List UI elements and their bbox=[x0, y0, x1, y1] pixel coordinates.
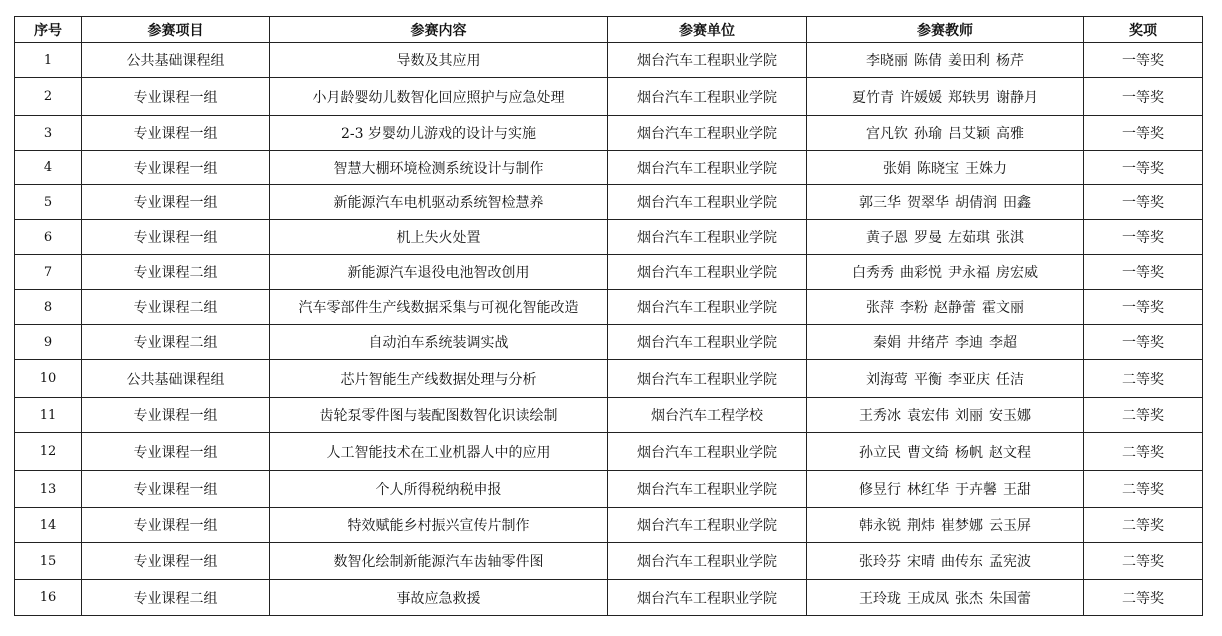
cell-entry-teachers bbox=[807, 471, 1084, 508]
teacher-name: 平衡 bbox=[914, 371, 942, 388]
teacher-name: 荆炜 bbox=[907, 518, 935, 534]
cell-entry-content: 小月龄婴幼儿数智化回应照护与应急处理 bbox=[270, 78, 608, 116]
cell-entry-group: 专业课程二组 bbox=[82, 290, 270, 325]
table-row bbox=[15, 580, 1203, 616]
cell-entry-teachers bbox=[807, 255, 1084, 290]
teacher-name: 王玲珑 bbox=[859, 590, 901, 607]
teacher-name: 李超 bbox=[989, 335, 1017, 351]
cell-entry-unit: 烟台汽车工程职业学院 bbox=[608, 255, 807, 290]
teacher-name: 张玲芬 bbox=[859, 554, 901, 570]
cell-serial-number: 3 bbox=[15, 116, 82, 151]
cell-entry-teachers bbox=[807, 151, 1084, 185]
cell-entry-unit: 烟台汽车工程学校 bbox=[608, 398, 807, 433]
cell-entry-unit: 烟台汽车工程职业学院 bbox=[608, 360, 807, 398]
cell-entry-teachers bbox=[807, 185, 1084, 220]
cell-entry-content: 个人所得税纳税申报 bbox=[270, 471, 608, 508]
table-row bbox=[15, 398, 1203, 433]
cell-entry-teachers bbox=[807, 433, 1084, 471]
cell-award: 一等奖 bbox=[1084, 255, 1203, 290]
teacher-name: 李迪 bbox=[955, 335, 983, 351]
table-row bbox=[15, 43, 1203, 78]
cell-entry-teachers bbox=[807, 543, 1084, 580]
cell-entry-unit: 烟台汽车工程职业学院 bbox=[608, 78, 807, 116]
teacher-name: 王秀冰 bbox=[859, 408, 901, 424]
teacher-name: 王成凤 bbox=[907, 590, 949, 607]
teacher-name: 宋晴 bbox=[907, 554, 935, 570]
teacher-name: 安玉娜 bbox=[989, 408, 1031, 424]
cell-award: 一等奖 bbox=[1084, 151, 1203, 185]
table-row bbox=[15, 151, 1203, 185]
cell-entry-group: 公共基础课程组 bbox=[82, 43, 270, 78]
teacher-name: 孙瑜 bbox=[914, 126, 942, 142]
cell-entry-unit: 烟台汽车工程职业学院 bbox=[608, 325, 807, 360]
teacher-name: 许媛媛 bbox=[900, 89, 942, 106]
cell-serial-number: 16 bbox=[15, 580, 82, 616]
teacher-name: 于卉馨 bbox=[955, 482, 997, 498]
table-row bbox=[15, 78, 1203, 116]
cell-entry-teachers bbox=[807, 43, 1084, 78]
table-row bbox=[15, 360, 1203, 398]
header-serial-number: 序号 bbox=[15, 17, 82, 43]
cell-entry-teachers bbox=[807, 360, 1084, 398]
cell-award: 二等奖 bbox=[1084, 580, 1203, 616]
cell-entry-group: 专业课程一组 bbox=[82, 508, 270, 543]
table-row bbox=[15, 471, 1203, 508]
teacher-name: 吕艾颖 bbox=[948, 126, 990, 142]
teacher-name: 罗曼 bbox=[914, 230, 942, 246]
cell-serial-number: 2 bbox=[15, 78, 82, 116]
cell-entry-content: 机上失火处置 bbox=[270, 220, 608, 255]
teacher-name: 王甜 bbox=[1003, 482, 1031, 498]
cell-serial-number: 6 bbox=[15, 220, 82, 255]
cell-entry-content: 齿轮泵零件图与装配图数智化识读绘制 bbox=[270, 398, 608, 433]
cell-entry-unit: 烟台汽车工程职业学院 bbox=[608, 290, 807, 325]
teacher-name: 曲传东 bbox=[941, 554, 983, 570]
teacher-name: 张萍 bbox=[866, 300, 894, 316]
teacher-name: 陈倩 bbox=[914, 53, 942, 69]
cell-entry-unit: 烟台汽车工程职业学院 bbox=[608, 220, 807, 255]
cell-entry-unit: 烟台汽车工程职业学院 bbox=[608, 580, 807, 616]
header-entry-unit: 参赛单位 bbox=[608, 17, 807, 43]
cell-entry-unit: 烟台汽车工程职业学院 bbox=[608, 43, 807, 78]
teacher-name: 赵静蕾 bbox=[934, 300, 976, 316]
awards-table bbox=[14, 16, 1203, 616]
cell-entry-content: 智慧大棚环境检测系统设计与制作 bbox=[270, 151, 608, 185]
teacher-name: 田鑫 bbox=[1003, 195, 1031, 211]
cell-entry-teachers bbox=[807, 398, 1084, 433]
teacher-name: 张杰 bbox=[955, 590, 983, 607]
cell-entry-group: 专业课程二组 bbox=[82, 325, 270, 360]
teacher-name: 谢静月 bbox=[996, 89, 1038, 106]
teacher-name: 孟宪波 bbox=[989, 554, 1031, 570]
table-row bbox=[15, 220, 1203, 255]
teacher-name: 林红华 bbox=[907, 482, 949, 498]
header-entry-group: 参赛项目 bbox=[82, 17, 270, 43]
cell-serial-number: 4 bbox=[15, 151, 82, 185]
teacher-name: 孙立民 bbox=[859, 444, 901, 461]
cell-entry-group: 专业课程二组 bbox=[82, 580, 270, 616]
cell-entry-content: 事故应急救援 bbox=[270, 580, 608, 616]
cell-award: 一等奖 bbox=[1084, 78, 1203, 116]
cell-entry-unit: 烟台汽车工程职业学院 bbox=[608, 433, 807, 471]
teacher-name: 姜田利 bbox=[948, 53, 990, 69]
teacher-name: 高雅 bbox=[996, 126, 1024, 142]
teacher-name: 韩永锐 bbox=[859, 518, 901, 534]
teacher-name: 郭三华 bbox=[859, 195, 901, 211]
cell-entry-teachers bbox=[807, 78, 1084, 116]
teacher-name: 井绪芹 bbox=[907, 335, 949, 351]
teacher-name: 修昱行 bbox=[859, 482, 901, 498]
teacher-name: 陈晓宝 bbox=[917, 160, 959, 177]
table-row bbox=[15, 290, 1203, 325]
teacher-name: 朱国蕾 bbox=[989, 590, 1031, 607]
cell-entry-unit: 烟台汽车工程职业学院 bbox=[608, 151, 807, 185]
cell-entry-group: 专业课程一组 bbox=[82, 543, 270, 580]
cell-serial-number: 1 bbox=[15, 43, 82, 78]
cell-serial-number: 14 bbox=[15, 508, 82, 543]
cell-entry-group: 专业课程二组 bbox=[82, 255, 270, 290]
cell-entry-teachers bbox=[807, 325, 1084, 360]
cell-entry-unit: 烟台汽车工程职业学院 bbox=[608, 508, 807, 543]
teacher-name: 胡倩润 bbox=[955, 195, 997, 211]
teacher-name: 夏竹青 bbox=[852, 89, 894, 106]
cell-entry-group: 公共基础课程组 bbox=[82, 360, 270, 398]
teacher-name: 秦娟 bbox=[873, 335, 901, 351]
header-entry-content: 参赛内容 bbox=[270, 17, 608, 43]
cell-entry-teachers bbox=[807, 220, 1084, 255]
teacher-name: 云玉屏 bbox=[989, 518, 1031, 534]
cell-entry-content: 数智化绘制新能源汽车齿轴零件图 bbox=[270, 543, 608, 580]
table-row bbox=[15, 325, 1203, 360]
cell-entry-content: 芯片智能生产线数据处理与分析 bbox=[270, 360, 608, 398]
cell-entry-group: 专业课程一组 bbox=[82, 398, 270, 433]
header-entry-teachers: 参赛教师 bbox=[807, 17, 1084, 43]
teacher-name: 任洁 bbox=[996, 371, 1024, 388]
cell-serial-number: 8 bbox=[15, 290, 82, 325]
teacher-name: 张淇 bbox=[996, 230, 1024, 246]
cell-entry-teachers bbox=[807, 508, 1084, 543]
teacher-name: 崔梦娜 bbox=[941, 518, 983, 534]
teacher-name: 贺翠华 bbox=[907, 195, 949, 211]
cell-award: 一等奖 bbox=[1084, 185, 1203, 220]
cell-entry-group: 专业课程一组 bbox=[82, 185, 270, 220]
teacher-name: 宫凡钦 bbox=[866, 126, 908, 142]
cell-award: 二等奖 bbox=[1084, 398, 1203, 433]
cell-entry-content: 自动泊车系统装调实战 bbox=[270, 325, 608, 360]
cell-serial-number: 5 bbox=[15, 185, 82, 220]
table-row bbox=[15, 255, 1203, 290]
cell-award: 二等奖 bbox=[1084, 543, 1203, 580]
cell-entry-group: 专业课程一组 bbox=[82, 151, 270, 185]
table-body bbox=[15, 43, 1203, 616]
cell-entry-content: 新能源汽车退役电池智改创用 bbox=[270, 255, 608, 290]
cell-entry-content: 新能源汽车电机驱动系统智检慧养 bbox=[270, 185, 608, 220]
teacher-name: 曹文绮 bbox=[907, 444, 949, 461]
cell-serial-number: 13 bbox=[15, 471, 82, 508]
cell-entry-unit: 烟台汽车工程职业学院 bbox=[608, 471, 807, 508]
cell-entry-unit: 烟台汽车工程职业学院 bbox=[608, 543, 807, 580]
table-row bbox=[15, 543, 1203, 580]
cell-serial-number: 7 bbox=[15, 255, 82, 290]
teacher-name: 李粉 bbox=[900, 300, 928, 316]
cell-entry-group: 专业课程一组 bbox=[82, 433, 270, 471]
teacher-name: 杨帆 bbox=[955, 444, 983, 461]
cell-entry-content: 2-3 岁婴幼儿游戏的设计与实施 bbox=[270, 116, 608, 151]
cell-entry-teachers bbox=[807, 116, 1084, 151]
table-row bbox=[15, 433, 1203, 471]
teacher-name: 曲彩悦 bbox=[900, 265, 942, 281]
teacher-name: 刘海莺 bbox=[866, 371, 908, 388]
cell-award: 二等奖 bbox=[1084, 433, 1203, 471]
teacher-name: 尹永福 bbox=[948, 265, 990, 281]
teacher-name: 刘丽 bbox=[955, 408, 983, 424]
teacher-name: 黄子恩 bbox=[866, 230, 908, 246]
teacher-name: 张娟 bbox=[883, 160, 911, 177]
teacher-name: 郑轶男 bbox=[948, 89, 990, 106]
teacher-name: 王姝力 bbox=[965, 160, 1007, 177]
cell-award: 一等奖 bbox=[1084, 116, 1203, 151]
table-row bbox=[15, 116, 1203, 151]
table-header-row bbox=[15, 17, 1203, 43]
cell-award: 一等奖 bbox=[1084, 325, 1203, 360]
cell-entry-unit: 烟台汽车工程职业学院 bbox=[608, 185, 807, 220]
teacher-name: 李亚庆 bbox=[948, 371, 990, 388]
cell-award: 一等奖 bbox=[1084, 290, 1203, 325]
teacher-name: 左茹琪 bbox=[948, 230, 990, 246]
cell-entry-group: 专业课程一组 bbox=[82, 78, 270, 116]
cell-serial-number: 15 bbox=[15, 543, 82, 580]
cell-entry-content: 汽车零部件生产线数据采集与可视化智能改造 bbox=[270, 290, 608, 325]
cell-entry-group: 专业课程一组 bbox=[82, 471, 270, 508]
cell-entry-group: 专业课程一组 bbox=[82, 116, 270, 151]
cell-award: 二等奖 bbox=[1084, 471, 1203, 508]
cell-entry-content: 特效赋能乡村振兴宣传片制作 bbox=[270, 508, 608, 543]
teacher-name: 房宏威 bbox=[996, 265, 1038, 281]
header-award: 奖项 bbox=[1084, 17, 1203, 43]
teacher-name: 赵文程 bbox=[989, 444, 1031, 461]
cell-award: 一等奖 bbox=[1084, 220, 1203, 255]
cell-serial-number: 12 bbox=[15, 433, 82, 471]
cell-award: 二等奖 bbox=[1084, 360, 1203, 398]
teacher-name: 袁宏伟 bbox=[907, 408, 949, 424]
cell-entry-content: 导数及其应用 bbox=[270, 43, 608, 78]
cell-entry-teachers bbox=[807, 580, 1084, 616]
cell-entry-content: 人工智能技术在工业机器人中的应用 bbox=[270, 433, 608, 471]
teacher-name: 白秀秀 bbox=[852, 265, 894, 281]
cell-entry-teachers bbox=[807, 290, 1084, 325]
table-row bbox=[15, 508, 1203, 543]
cell-entry-unit: 烟台汽车工程职业学院 bbox=[608, 116, 807, 151]
cell-serial-number: 9 bbox=[15, 325, 82, 360]
cell-serial-number: 10 bbox=[15, 360, 82, 398]
teacher-name: 霍文丽 bbox=[982, 300, 1024, 316]
cell-serial-number: 11 bbox=[15, 398, 82, 433]
cell-award: 一等奖 bbox=[1084, 43, 1203, 78]
cell-award: 二等奖 bbox=[1084, 508, 1203, 543]
teacher-name: 李晓丽 bbox=[866, 53, 908, 69]
teacher-name: 杨芹 bbox=[996, 53, 1024, 69]
table-row bbox=[15, 185, 1203, 220]
cell-entry-group: 专业课程一组 bbox=[82, 220, 270, 255]
